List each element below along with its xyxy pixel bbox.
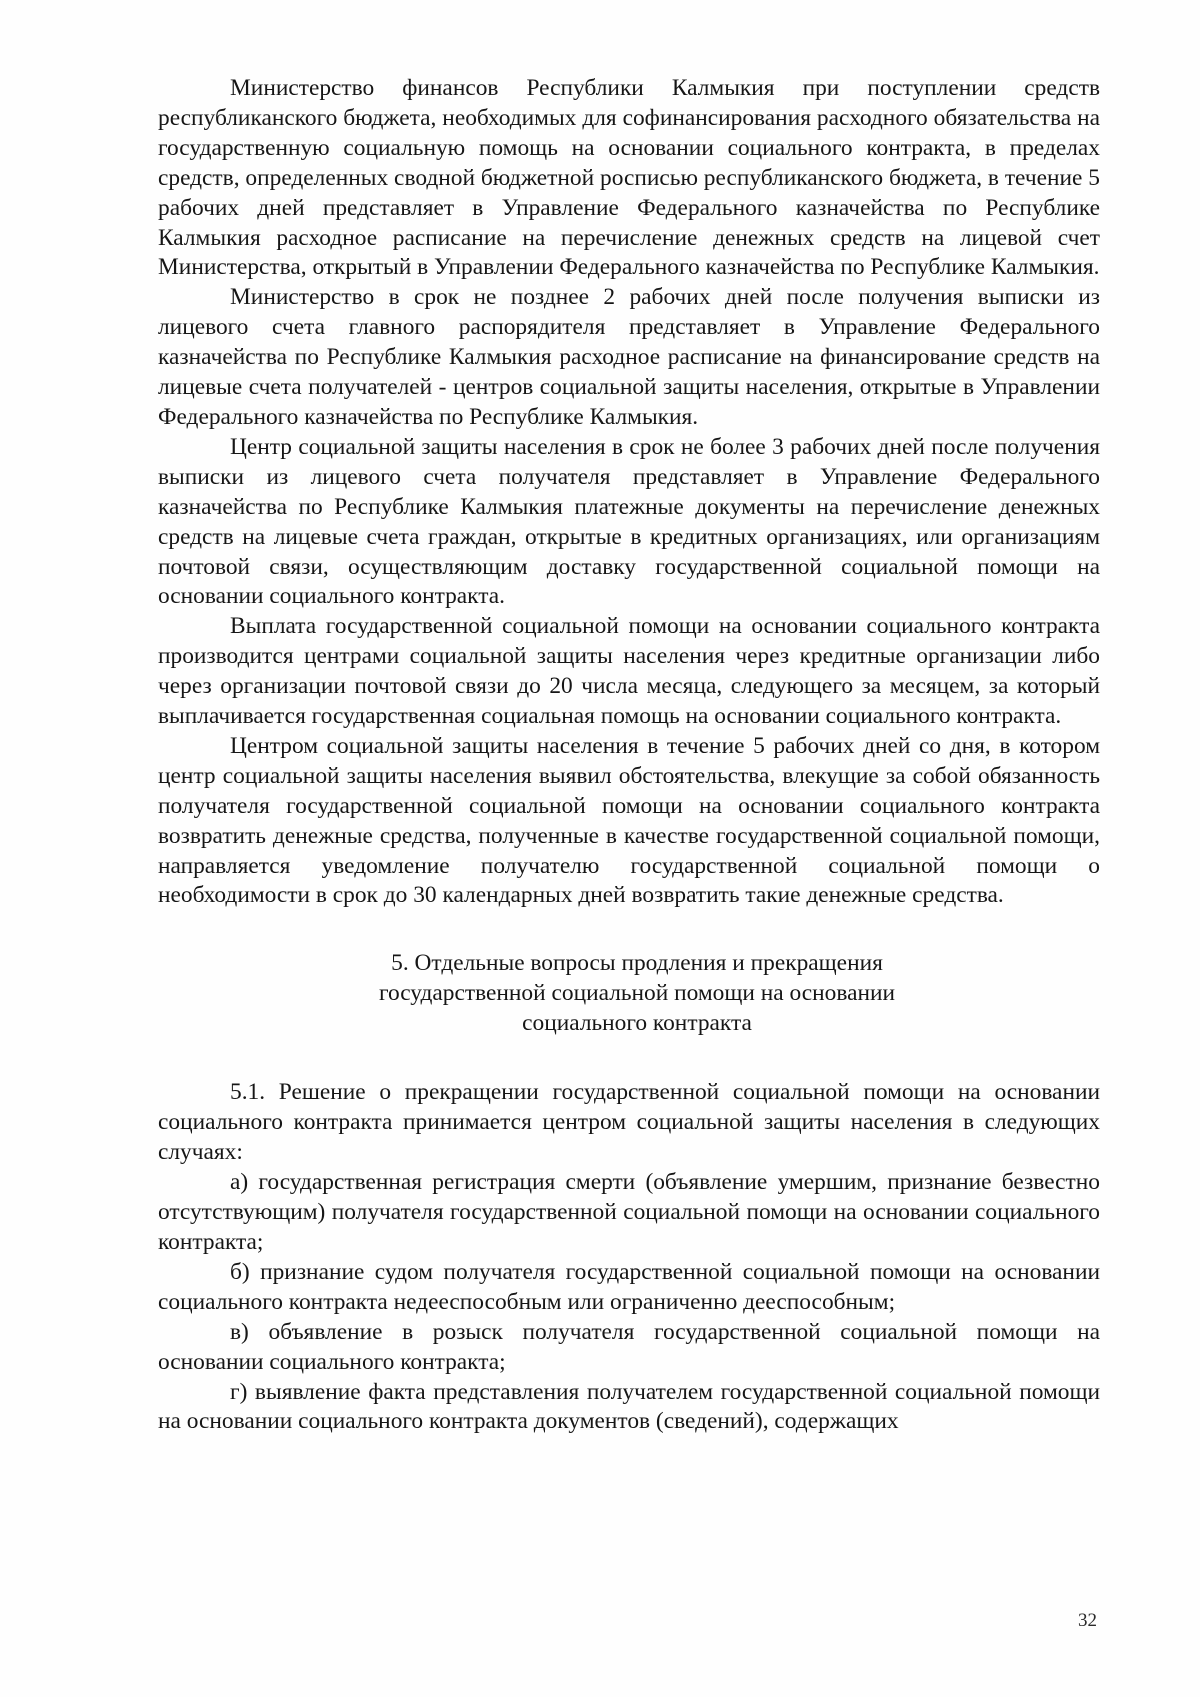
- paragraph-payment-delivery: Выплата государственной социальной помощи на основании социального контракта производится центрами социальной защиты населения через кредитные организации либо через организации почтовой связи до 20 числа месяца, следующего за месяцем, за который выплачивается государственная социальная помощь на основании социального контракта.: [158, 613, 1100, 730]
- paragraph-budget-funding: Министерство финансов Республики Калмыкия при поступлении средств республиканского бюджета, необходимых для софинансирования расходного обязательства на государственную социальную помощь на основании социального контракта, в пределах средств, определенных сводной бюджетной росписью республиканского бюджета, в течение 5 рабочих дней представляет в Управление Федерального казначейства по Республике Калмыкия расходное расписание на перечисление денежных средств на лицевой счет Министерства, открытый в Управлении Федерального казначейства по Республике Калмыкия.: [158, 75, 1100, 281]
- page-number: 32: [1078, 1610, 1097, 1631]
- paragraph-center-payments: Центр социальной защиты населения в срок не более 3 рабочих дней после получения выписки из лицевого счета получателя представляет в Управление Федерального казначейства по Республике Калмыкия платежные документы на перечисление денежных средств на лицевые счета граждан, открытые в кредитных организациях, или организациям почтовой связи, осуществляющим доставку государственной социальной помощи на основании социального контракта.: [158, 433, 1100, 610]
- clause-item-b: б) признание судом получателя государственной социальной помощи на основании социального контракта недееспособным или ограниченно дееспособным;: [158, 1258, 1100, 1315]
- clause-item-v: в) объявление в розыск получателя государственной социальной помощи на основании социального контракта;: [158, 1318, 1100, 1375]
- document-body: [158, 74, 1100, 1437]
- paragraph-refund-notice: Центром социальной защиты населения в течение 5 рабочих дней со дня, в котором центр социальной защиты населения выявил обстоятельства, влекущие за собой обязанность получателя государственной социальной помощи на основании социального контракта возвратить денежные средства, полученные в качестве государственной социальной помощи, направляется уведомление получателю государственной социальной помощи о необходимости в срок до 30 календарных дней возвратить такие денежные средства.: [158, 732, 1100, 909]
- section-heading-line: 5. Отдельные вопросы продления и прекращения: [391, 950, 883, 977]
- section-heading-line: социального контракта: [522, 1009, 752, 1036]
- clause-5-1: 5.1. Решение о прекращении государственной социальной помощи на основании социального контракта принимается центром социальной защиты населения в следующих случаях:: [158, 1079, 1100, 1166]
- clause-item-a: а) государственная регистрация смерти (объявление умершим, признание безвестно отсутствующим) получателя государственной социальной помощи на основании социального контракта;: [158, 1169, 1100, 1256]
- section-heading-line: государственной социальной помощи на основании: [378, 980, 896, 1007]
- section-heading: [158, 949, 1100, 1038]
- paragraph-ministry-schedule: Министерство в срок не позднее 2 рабочих дней после получения выписки из лицевого счета главного распорядителя представляет в Управление Федерального казначейства по Республике Калмыкия расходное расписание на финансирование средств на лицевые счета получателей - центров социальной защиты населения, открытые в Управлении Федерального казначейства по Республике Калмыкия.: [158, 284, 1100, 430]
- clause-item-g: г) выявление факта представления получателем государственной социальной помощи на основании социального контракта документов (сведений), содержащих: [158, 1378, 1100, 1435]
